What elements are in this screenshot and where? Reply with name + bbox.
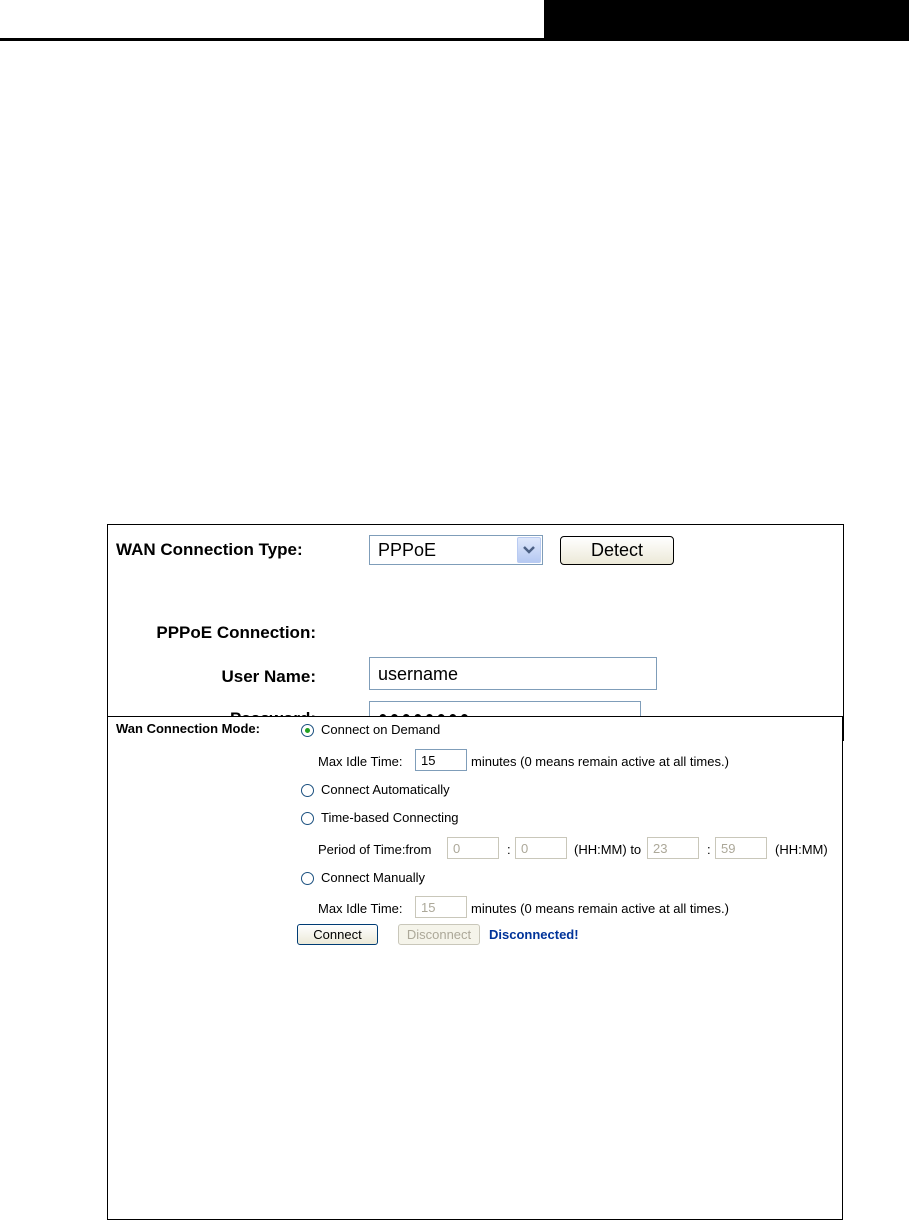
connect-button[interactable]: Connect (297, 924, 378, 945)
wan-type-value: PPPoE (378, 540, 437, 560)
wan-type-select[interactable] (369, 535, 543, 565)
username-label: User Name: (221, 667, 316, 686)
opt-manual-label: Connect Manually (321, 870, 426, 885)
wan-settings-panel (107, 524, 844, 741)
hhmm-to-label: (HH:MM) to (574, 842, 642, 857)
header-dark-block (544, 0, 909, 38)
mode-label: Wan Connection Mode: (116, 721, 260, 736)
max-idle-suffix: minutes (0 means remain active at all times.) (471, 754, 729, 769)
radio-connect-automatically[interactable] (301, 784, 314, 797)
radio-time-based[interactable] (301, 812, 314, 825)
radio-connect-manually[interactable] (301, 872, 314, 885)
opt-demand-label: Connect on Demand (321, 722, 441, 737)
max-idle-label-manual: Max Idle Time: (318, 901, 403, 916)
from-mm-input[interactable]: 0 (515, 837, 567, 859)
max-idle-input[interactable]: 15 (415, 749, 467, 771)
to-hh-input[interactable]: 23 (647, 837, 699, 859)
to-mm-input[interactable]: 59 (715, 837, 767, 859)
opt-time-label: Time-based Connecting (321, 810, 459, 825)
username-input[interactable]: username (369, 657, 657, 690)
max-idle-input-manual[interactable]: 15 (415, 896, 467, 918)
max-idle-label: Max Idle Time: (318, 754, 403, 769)
from-hh-input[interactable]: 0 (447, 837, 499, 859)
detect-button[interactable]: Detect (560, 536, 674, 565)
colon-separator: : (707, 842, 711, 857)
opt-auto-label: Connect Automatically (321, 782, 450, 797)
max-idle-suffix-manual: minutes (0 means remain active at all times.) (471, 901, 729, 916)
period-label: Period of Time:from (318, 842, 432, 857)
hhmm-end-label: (HH:MM) (775, 842, 828, 857)
header-rule (0, 38, 909, 41)
colon-separator: : (507, 842, 511, 857)
pppoe-connection-label: PPPoE Connection: (156, 623, 316, 642)
disconnect-button[interactable]: Disconnect (398, 924, 480, 945)
connection-mode-panel (107, 716, 843, 1220)
radio-connect-on-demand[interactable] (301, 724, 314, 737)
wan-type-label: WAN Connection Type: (116, 540, 303, 559)
connection-status: Disconnected! (489, 927, 579, 942)
chevron-down-icon[interactable] (517, 537, 541, 563)
